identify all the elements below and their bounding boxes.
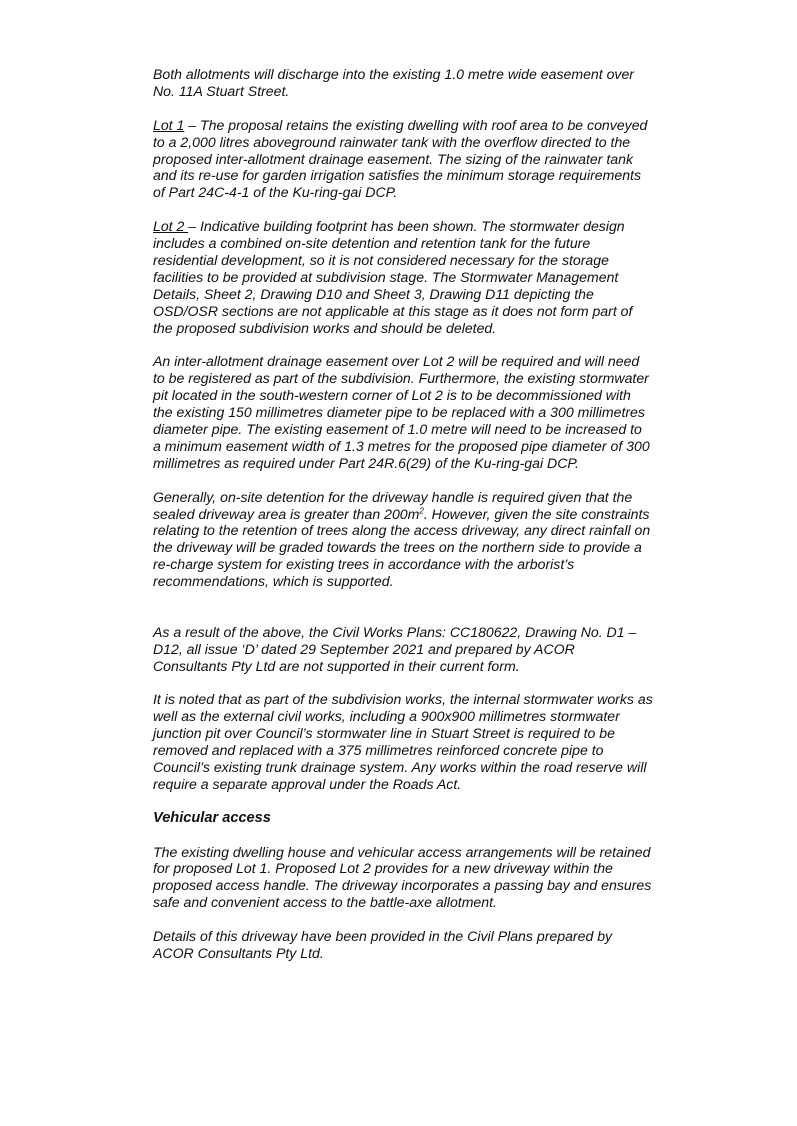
paragraph-easement-discharge: Both allotments will discharge into the existing 1.0 metre wide easement over No. 11A Stuart Street.	[153, 66, 634, 99]
paragraph-lot-2	[153, 218, 653, 336]
paragraph-inter-allotment-easement: An inter-allotment drainage easement over Lot 2 will be required and will need to be registered as part of the subdivision. Furthermore, the existing stormwater pit located in the south-western corner of Lot 2 is to be decommissioned with the existing 150 millimetres diameter pipe to be replaced with a 300 millimetres diameter pipe. The existing easement of 1.0 metre will need to be increased to a minimum easement width of 1.3 metres for the proposed pipe diameter of 300 millimetres as required under Part 24R.6(29) of the Ku-ring-gai DCP.	[153, 353, 650, 471]
paragraph-civil-works-plans: As a result of the above, the Civil Works Plans: CC180622, Drawing No. D1 – D12, all issue ‘D’ dated 29 September 2021 and prepared by ACOR Consultants Pty Ltd are not supported in their current form.	[153, 623, 637, 674]
paragraph-driveway-details: Details of this driveway have been provided in the Civil Plans prepared by ACOR Consultants Pty Ltd.	[153, 928, 613, 961]
lot-1-label: Lot 1	[153, 116, 185, 133]
lot-2-text: – Indicative building footprint has been shown. The stormwater design includes a combined on-site detention and retention tank for the future residential development, so it is not considered necessary for the storage facilities to be provided at subdivision stage. The Stormwater Management Details, Sheet 2, Drawing D10 and Sheet 3, Drawing D11 depicting the OSD/OSR sections are not applicable at this stage as it does not form part of the proposed subdivision works and should be deleted.	[153, 218, 633, 336]
lot-1-text: – The proposal retains the existing dwelling with roof area to be conveyed to a 2,000 litres aboveground rainwater tank with the overflow directed to the proposed inter-allotment drainage easement. The sizing of the rainwater tank and its re-use for garden irrigation satisfies the minimum storage requirements of Part 24C-4-1 of the Ku-ring-gai DCP.	[153, 116, 648, 201]
paragraph-lot-1	[153, 117, 653, 202]
paragraph-on-site-detention	[153, 489, 653, 590]
paragraph-vehicular-arrangements: The existing dwelling house and vehicular access arrangements will be retained for proposed Lot 1. Proposed Lot 2 provides for a new driveway within the proposed access handle. The driveway incorporates a passing bay and ensures safe and convenient access to the battle-axe allotment.	[153, 843, 652, 911]
heading-vehicular-access: Vehicular access	[153, 809, 271, 826]
paragraph-subdivision-works: It is noted that as part of the subdivision works, the internal stormwater works as well as the external civil works, including a 900x900 millimetres stormwater junction pit over Council’s stormwater line in Stuart Street is required to be removed and replaced with a 375 millimetres reinforced concrete pipe to Council’s existing trunk drainage system. Any works within the road reserve will require a separate approval under the Roads Act.	[153, 691, 653, 792]
lot-2-label: Lot 2	[153, 218, 189, 235]
on-site-detention-text-b: . However, given the site constraints relating to the retention of trees along the access driveway, any direct rainfall on the driveway will be graded towards the trees on the northern side to provide a re-charge system for existing trees in accordance with the arborist’s recommendations, which is supported.	[153, 505, 651, 590]
superscript-squared: 2	[419, 505, 424, 515]
on-site-detention-text-a: Generally, on-site detention for the driveway handle is required given that the sealed driveway area is greater than 200m	[153, 488, 633, 522]
document-page	[153, 66, 653, 979]
